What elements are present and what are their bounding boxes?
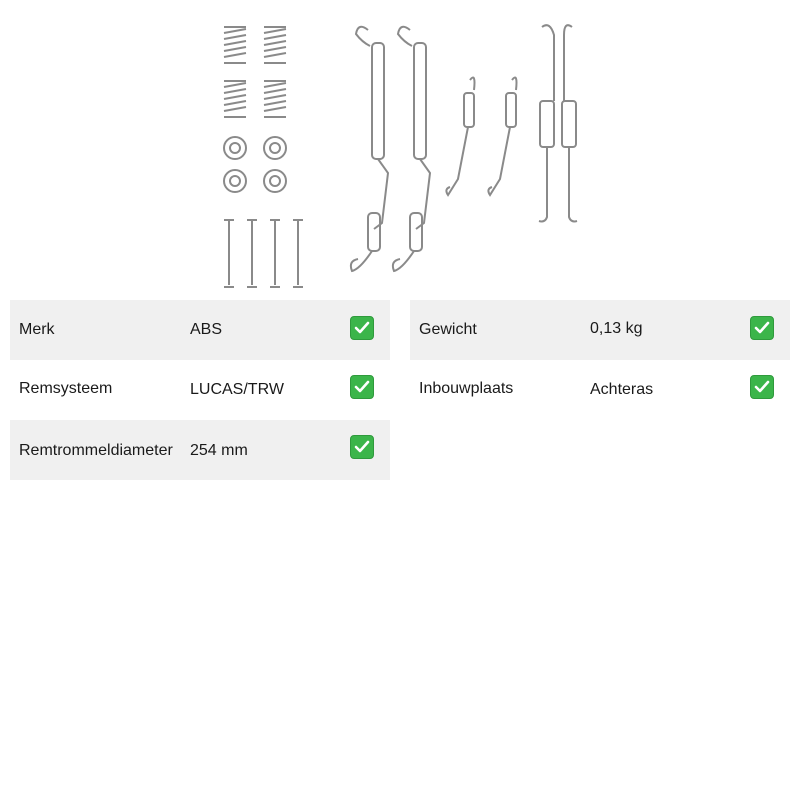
spec-row-inbouwplaats <box>410 360 790 420</box>
product-image <box>200 15 600 295</box>
spec-row-gewicht <box>410 300 790 360</box>
spec-label: Gewicht <box>419 321 477 338</box>
specs-table-left <box>10 300 390 480</box>
spec-value: 0,13 kg <box>590 320 643 337</box>
spec-label: Remsysteem <box>19 380 113 397</box>
check-icon <box>350 316 374 340</box>
spec-row-remsysteem <box>10 360 390 420</box>
spec-value: Achteras <box>590 381 654 398</box>
check-icon <box>350 375 374 399</box>
spec-label: Remtrommeldiameter <box>19 442 173 459</box>
check-icon <box>750 375 774 399</box>
spec-value: ABS <box>190 321 223 338</box>
specs-table-right <box>410 300 790 420</box>
spec-value: 254 mm <box>190 442 248 459</box>
check-icon <box>750 316 774 340</box>
check-icon <box>350 435 374 459</box>
spec-row-remtrommeldiameter <box>10 420 390 480</box>
spec-row-merk <box>10 300 390 360</box>
spec-label: Merk <box>19 321 55 338</box>
spec-label: Inbouwplaats <box>419 380 514 397</box>
spec-value: LUCAS/TRW <box>190 381 284 398</box>
